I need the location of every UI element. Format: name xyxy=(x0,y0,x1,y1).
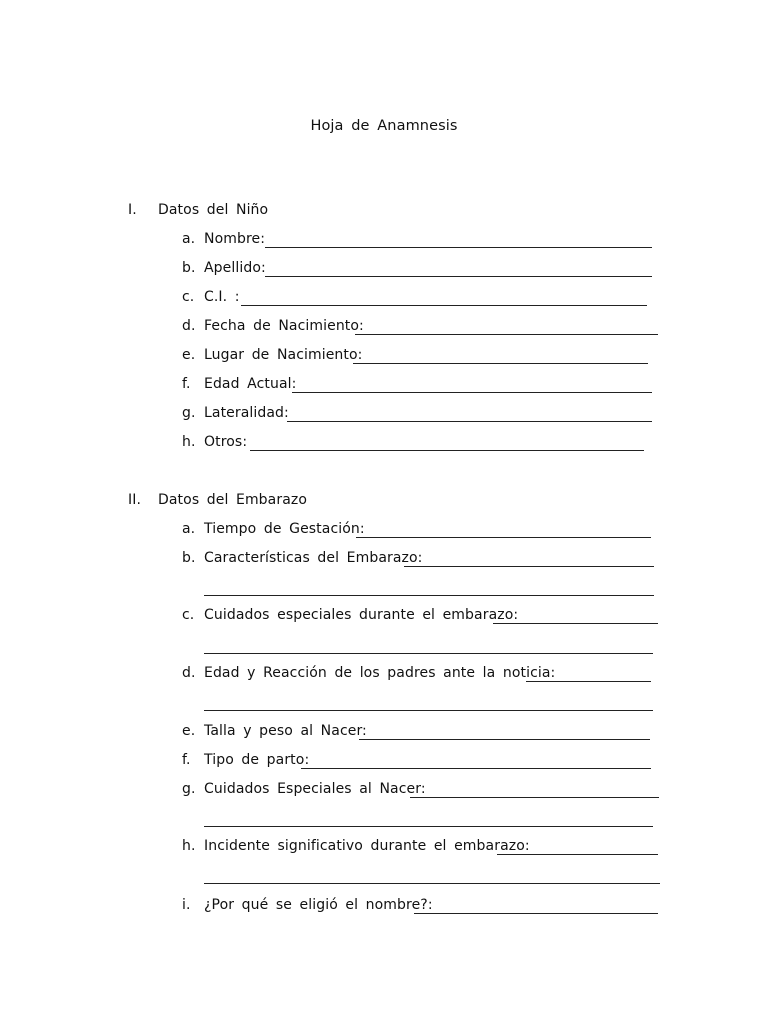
apellido-field[interactable] xyxy=(265,276,652,277)
item-letter: f. xyxy=(182,376,191,392)
section-2-numeral: II. xyxy=(128,492,142,508)
section-2-title: Datos del Embarazo xyxy=(158,492,307,508)
cuidados-embarazo-field-line-2[interactable] xyxy=(204,653,653,654)
item-letter: e. xyxy=(182,347,196,363)
item-letter: d. xyxy=(182,665,196,681)
item-letter: b. xyxy=(182,550,196,566)
item-letter: c. xyxy=(182,607,195,623)
item-letter: h. xyxy=(182,838,196,854)
edad-actual-field[interactable] xyxy=(292,392,652,393)
eleccion-nombre-field[interactable] xyxy=(414,913,658,914)
lugar-nacimiento-field[interactable] xyxy=(353,363,648,364)
edad-actual-label: Edad Actual: xyxy=(204,376,297,392)
cuidados-nacer-label: Cuidados Especiales al Nacer: xyxy=(204,781,426,797)
item-letter: c. xyxy=(182,289,195,305)
item-letter: g. xyxy=(182,781,196,797)
item-letter: f. xyxy=(182,752,191,768)
lateralidad-field[interactable] xyxy=(287,421,652,422)
caracteristicas-embarazo-field-line-2[interactable] xyxy=(204,595,654,596)
fecha-nacimiento-label: Fecha de Nacimiento: xyxy=(204,318,364,334)
item-letter: e. xyxy=(182,723,196,739)
edad-reaccion-padres-field-line-2[interactable] xyxy=(204,710,653,711)
item-letter: a. xyxy=(182,231,196,247)
incidente-embarazo-field[interactable] xyxy=(497,854,658,855)
page-title: Hoja de Anamnesis xyxy=(310,118,458,134)
incidente-embarazo-label: Incidente significativo durante el embarazo: xyxy=(204,838,530,854)
otros-label: Otros: xyxy=(204,434,248,450)
caracteristicas-embarazo-label: Características del Embarazo: xyxy=(204,550,423,566)
tipo-parto-field[interactable] xyxy=(301,768,651,769)
otros-field[interactable] xyxy=(250,450,644,451)
item-letter: d. xyxy=(182,318,196,334)
lugar-nacimiento-label: Lugar de Nacimiento: xyxy=(204,347,363,363)
cuidados-embarazo-field[interactable] xyxy=(493,623,658,624)
edad-reaccion-padres-label: Edad y Reacción de los padres ante la noticia: xyxy=(204,665,556,681)
apellido-label: Apellido: xyxy=(204,260,266,276)
ci-field[interactable] xyxy=(241,305,647,306)
tiempo-gestacion-field[interactable] xyxy=(356,537,651,538)
nombre-label: Nombre: xyxy=(204,231,266,247)
eleccion-nombre-label: ¿Por qué se eligió el nombre?: xyxy=(204,897,433,913)
talla-peso-field[interactable] xyxy=(359,739,650,740)
incidente-embarazo-field-line-2[interactable] xyxy=(204,883,660,884)
item-letter: b. xyxy=(182,260,196,276)
lateralidad-label: Lateralidad: xyxy=(204,405,289,421)
fecha-nacimiento-field[interactable] xyxy=(355,334,658,335)
talla-peso-label: Talla y peso al Nacer: xyxy=(204,723,367,739)
cuidados-nacer-field-line-2[interactable] xyxy=(204,826,653,827)
item-letter: a. xyxy=(182,521,196,537)
cuidados-embarazo-label: Cuidados especiales durante el embarazo: xyxy=(204,607,519,623)
caracteristicas-embarazo-field[interactable] xyxy=(404,566,654,567)
tipo-parto-label: Tipo de parto: xyxy=(204,752,310,768)
item-letter: h. xyxy=(182,434,196,450)
nombre-field[interactable] xyxy=(265,247,652,248)
item-letter: i. xyxy=(182,897,191,913)
section-1-title: Datos del Niño xyxy=(158,202,269,218)
item-letter: g. xyxy=(182,405,196,421)
cuidados-nacer-field[interactable] xyxy=(410,797,659,798)
edad-reaccion-padres-field[interactable] xyxy=(526,681,651,682)
section-1-numeral: I. xyxy=(128,202,137,218)
ci-label: C.I. : xyxy=(204,289,240,305)
tiempo-gestacion-label: Tiempo de Gestación: xyxy=(204,521,365,537)
